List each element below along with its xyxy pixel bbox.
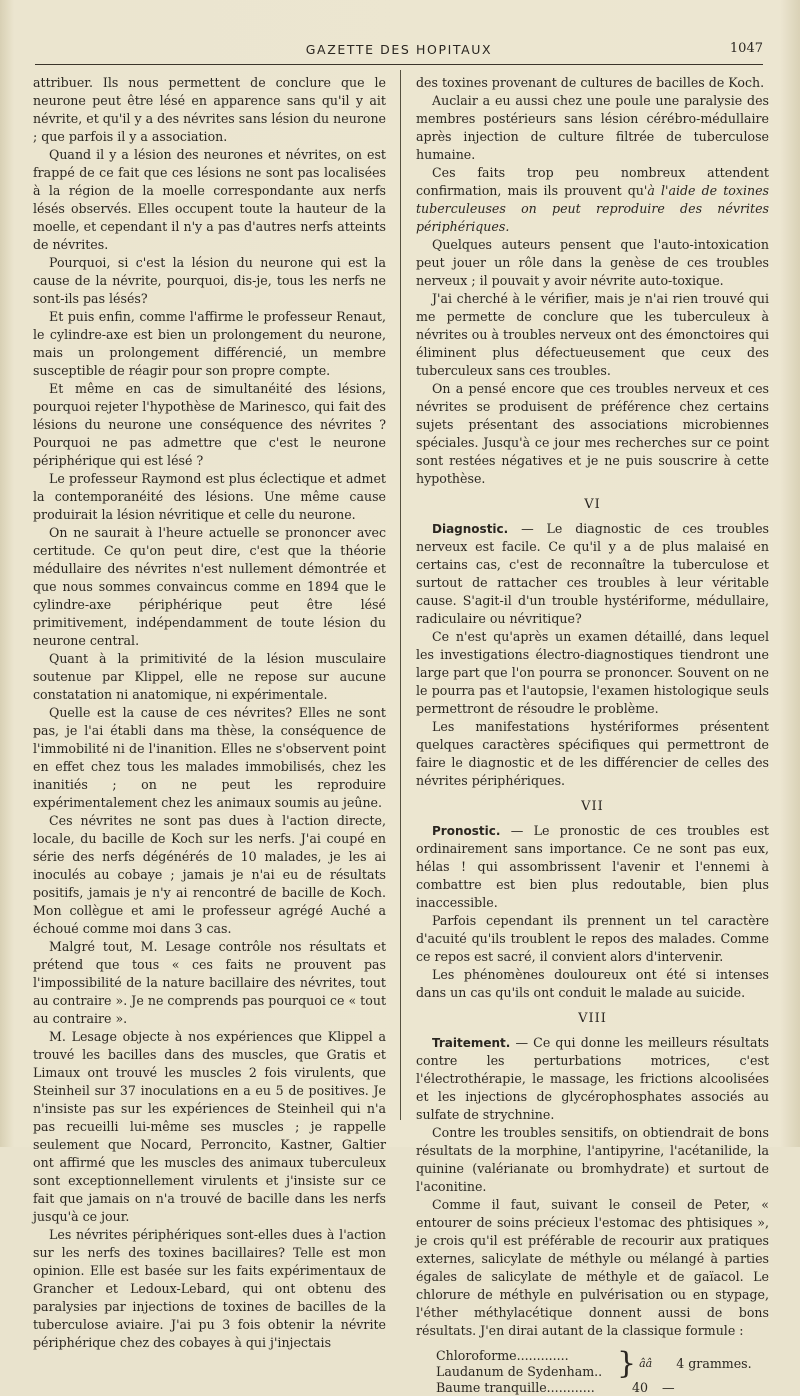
runin-heading-pronostic: Pronostic. xyxy=(432,824,501,838)
paragraph xyxy=(416,520,769,628)
equal-parts-mark: ââ xyxy=(639,1357,653,1370)
paragraph: M. Lesage objecte à nos expériences que Klippel a trouvé les bacilles dans des muscles, que Gratis et Limaux ont trouvé les muscles 2 fois virulents, que Steinheil sur 37 inoculations en a eu 5 de positives. Je n'insiste pas sur les expériences de Steinheil qui n'a pas recueilli lui-même ses muscles ; je rappelle seulement que Nocard, Perroncito, Kastner, Galtier ont affirmé que les muscles des animaux tuberculeux sont exceptionnellement virulents et j'insiste sur ce fait que jamais on n'a trouvé de bacille dans les nerfs jusqu'à ce jour. xyxy=(33,1029,386,1224)
prescription-formula xyxy=(436,1348,769,1396)
text-run: — Le pronostic de ces troubles est ordinairement sans importance. Ce ne sont pas eux, hélas ! qui assombrissent l'avenir et l'ennemi à combattre est bien plus redoutable, bien plus inaccessible. xyxy=(416,823,769,910)
paragraph xyxy=(416,822,769,912)
paragraph: Pourquoi, si c'est la lésion du neurone qui est la cause de la névrite, pourquoi, dis-je, tous les nerfs ne sont-ils pas lésés? xyxy=(33,255,386,306)
section-heading-viii: VIII xyxy=(578,1011,607,1026)
paragraph: On ne saurait à l'heure actuelle se prononcer avec certitude. Ce qu'on peut dire, c'est que la théorie médullaire des névrites n'est nullement démontrée et que nous sommes convaincus comme en 1894 que le cylindre-axe périphérique peut être lésé primitivement, indépendamment de toute lésion du neurone central. xyxy=(33,525,386,648)
paragraph: Parfois cependant ils prennent un tel caractère d'acuité qu'ils troublent le repos des malades. Comme ce repos est sacré, il convient alors d'intervenir. xyxy=(416,913,769,964)
paragraph: Quant à la primitivité de la lésion musculaire soutenue par Klippel, elle ne repose sur aucune constatation ni anatomique, ni expérimentale. xyxy=(33,651,386,702)
text-run: — Le diagnostic de ces troubles nerveux est facile. Ce qu'il y a de plus malaisé en certains cas, c'est de reconnaître la tuberculose et surtout de rattacher ces troubles à leur véritable cause. S'agit-il d'un trouble hystériforme, médullaire, radiculaire ou névritique? xyxy=(416,521,769,626)
column-divider xyxy=(400,70,401,1120)
formula-group xyxy=(436,1348,769,1380)
paragraph: Ces névrites ne sont pas dues à l'action directe, locale, du bacille de Koch sur les nerfs. J'ai coupé en série des nerfs dégénérés de 10 malades, je les ai inoculés au cobaye ; jamais je n'ai eu de résultats positifs, jamais je n'y ai rencontré de bacille de Koch. Mon collègue et ami le professeur agrégé Auché a échoué comme moi dans 3 cas. xyxy=(33,813,386,936)
section-heading-vi: VI xyxy=(584,497,601,512)
paragraph: J'ai cherché à le vérifier, mais je n'ai rien trouvé qui me permette de conclure que les tuberculeux à névrites ou à troubles nerveux ont des émonctoires qui éliminent plus défectueusement que ceux des tuberculeux sans ces troubles. xyxy=(416,291,769,378)
formula-row xyxy=(436,1380,769,1396)
paragraph: On a pensé encore que ces troubles nerveux et ces névrites se produisent de préférence chez certains sujets présentant des associations microbiennes spéciales. Jusqu'à ce jour mes recherches sur ce point sont restées négatives et je ne puis souscrire à cette hypothèse. xyxy=(416,381,769,486)
paragraph xyxy=(416,164,769,236)
page-number: 1047 xyxy=(729,41,763,56)
runin-heading-diagnostic: Diagnostic. xyxy=(432,522,509,536)
running-header xyxy=(35,38,763,65)
brace-glyph: } xyxy=(617,1346,637,1381)
text-run: Ces faits trop peu nombreux attendent confirmation, mais ils prouvent qu' xyxy=(416,165,769,198)
right-column xyxy=(416,74,769,1396)
section-heading-vii: VII xyxy=(581,799,604,814)
paragraph: Quelle est la cause de ces névrites? Elles ne sont pas, je l'ai établi dans ma thèse, la conséquence de l'immobilité ni de l'inanition. Elles ne s'observent point en effet chez tous les malades immobilisés, chez les inanitiés ; on ne peut les reproduire expérimentalement chez les animaux soumis au jeûne. xyxy=(33,705,386,810)
paragraph: Et même en cas de simultanéité des lésions, pourquoi rejeter l'hypothèse de Marinesco, qui fait des lésions du neurone une conséquence des névrites ? Pourquoi ne pas admettre que c'est le neurone périphérique qui est lésé ? xyxy=(33,381,386,468)
paragraph: Contre les troubles sensitifs, on obtiendrait de bons résultats de la morphine, l'antipyrine, l'acétanilide, la quinine (valérianate ou bromhydrate) et surtout de l'aconitine. xyxy=(416,1125,769,1194)
paragraph: Ce n'est qu'après un examen détaillé, dans lequel les investigations électro-diagnostiques tiendront une large part que l'on pourra se prononcer. Souvent on ne le pourra pas et l'autopsie, l'examen histologique seuls permettront de résoudre le problème. xyxy=(416,629,769,716)
paragraph: Et puis enfin, comme l'affirme le professeur Renaut, le cylindre-axe est bien un prolongement du neurone, mais un prolongement différencié, un membre susceptible de réagir pour son propre compte. xyxy=(33,309,386,378)
formula-names xyxy=(436,1348,614,1380)
paragraph xyxy=(416,1034,769,1124)
text-run: — Ce qui donne les meilleurs résultats contre les perturbations motrices, c'est l'électrothérapie, le massage, les frictions alcoolisées et les injections de glycérophosphates associés au sulfate de strychnine. xyxy=(416,1035,769,1122)
paragraph: Le professeur Raymond est plus éclectique et admet la contemporanéité des lésions. Une même cause produirait la lésion névritique et celle du neurone. xyxy=(33,471,386,522)
paragraph: Les névrites périphériques sont-elles dues à l'action sur les nerfs des toxines bacillaires? Telle est mon opinion. Elle est basée sur les faits expérimentaux de Grancher et Ledoux-Lebard, qui ont obtenu des paralysies par injections de toxines de bacilles de la tuberculose aviaire. J'ai pu 3 fois obtenir la névrite périphérique chez des cobayes à qui j'injectais xyxy=(33,1227,386,1350)
runin-heading-traitement: Traitement. xyxy=(432,1036,511,1050)
paragraph: des toxines provenant de cultures de bacilles de Koch. xyxy=(416,75,765,90)
ingredient-quantity: 40 xyxy=(632,1380,649,1395)
journal-title: GAZETTE DES HOPITAUX xyxy=(305,42,493,57)
paragraph: attribuer. Ils nous permettent de conclure que le neurone peut être lésé en apparence sans qu'il y ait névrite, et qu'il y a des névrites sans lésion du neurone ; que parfois il y a association. xyxy=(33,75,387,144)
paragraph: Malgré tout, M. Lesage contrôle nos résultats et prétend que tous « ces faits ne prouvent pas l'impossibilité de la nature bacillaire des névrites, tout au contraire ». Je ne comprends pas pourquoi ce « tout au contraire ». xyxy=(33,939,386,1026)
paragraph: Quand il y a lésion des neurones et névrites, on est frappé de ce fait que ces lésions ne sont pas localisées à la région de la moelle correspondante aux nerfs lésés observés. Elles occupent toute la hauteur de la moelle, et cependant il n'y a pas d'autres nerfs atteints de névrites. xyxy=(33,147,386,252)
italic-phrase: à l'aide de toxines tuberculeuses on peut reproduire des névrites périphériques. xyxy=(416,183,770,234)
ingredient-chloroforme: Chloroforme............. xyxy=(436,1348,569,1363)
ditto-mark: — xyxy=(662,1380,675,1395)
paragraph: Auclair a eu aussi chez une poule une paralysie des membres postérieurs sans lésion cérébro-médullaire après injection de culture filtrée de tuberculose humaine. xyxy=(416,93,769,162)
ingredient-quantity: 4 grammes. xyxy=(676,1356,752,1371)
ingredient-laudanum: Laudanum de Sydenham.. xyxy=(436,1364,603,1379)
paragraph: Quelques auteurs pensent que l'auto-intoxication peut jouer un rôle dans la genèse de ces troubles nerveux ; il pouvait y avoir névrite auto-toxique. xyxy=(416,237,769,288)
ingredient-baume: Baume tranquille............ xyxy=(436,1380,595,1395)
paragraph: Comme il faut, suivant le conseil de Peter, « entourer de soins précieux l'estomac des phtisiques », je crois qu'il est préférable de recourir aux pratiques externes, salicylate de méthyle ou mélangé à parties égales de salicylate de méthyle et de gaïacol. Le chlorure de méthyle en pulvérisation ou en stypage, l'éther méthylacétique donnent aussi de bons résultats. J'en dirai autant de la classique formule : xyxy=(416,1197,769,1338)
paragraph: Les manifestations hystériformes présentent quelques caractères spécifiques qui permettront de faire le diagnostic et de les différencier de celles des névrites périphériques. xyxy=(416,719,769,788)
left-column xyxy=(33,74,386,1352)
paragraph: Les phénomènes douloureux ont été si intenses dans un cas qu'ils ont conduit le malade au suicide. xyxy=(416,967,769,1000)
